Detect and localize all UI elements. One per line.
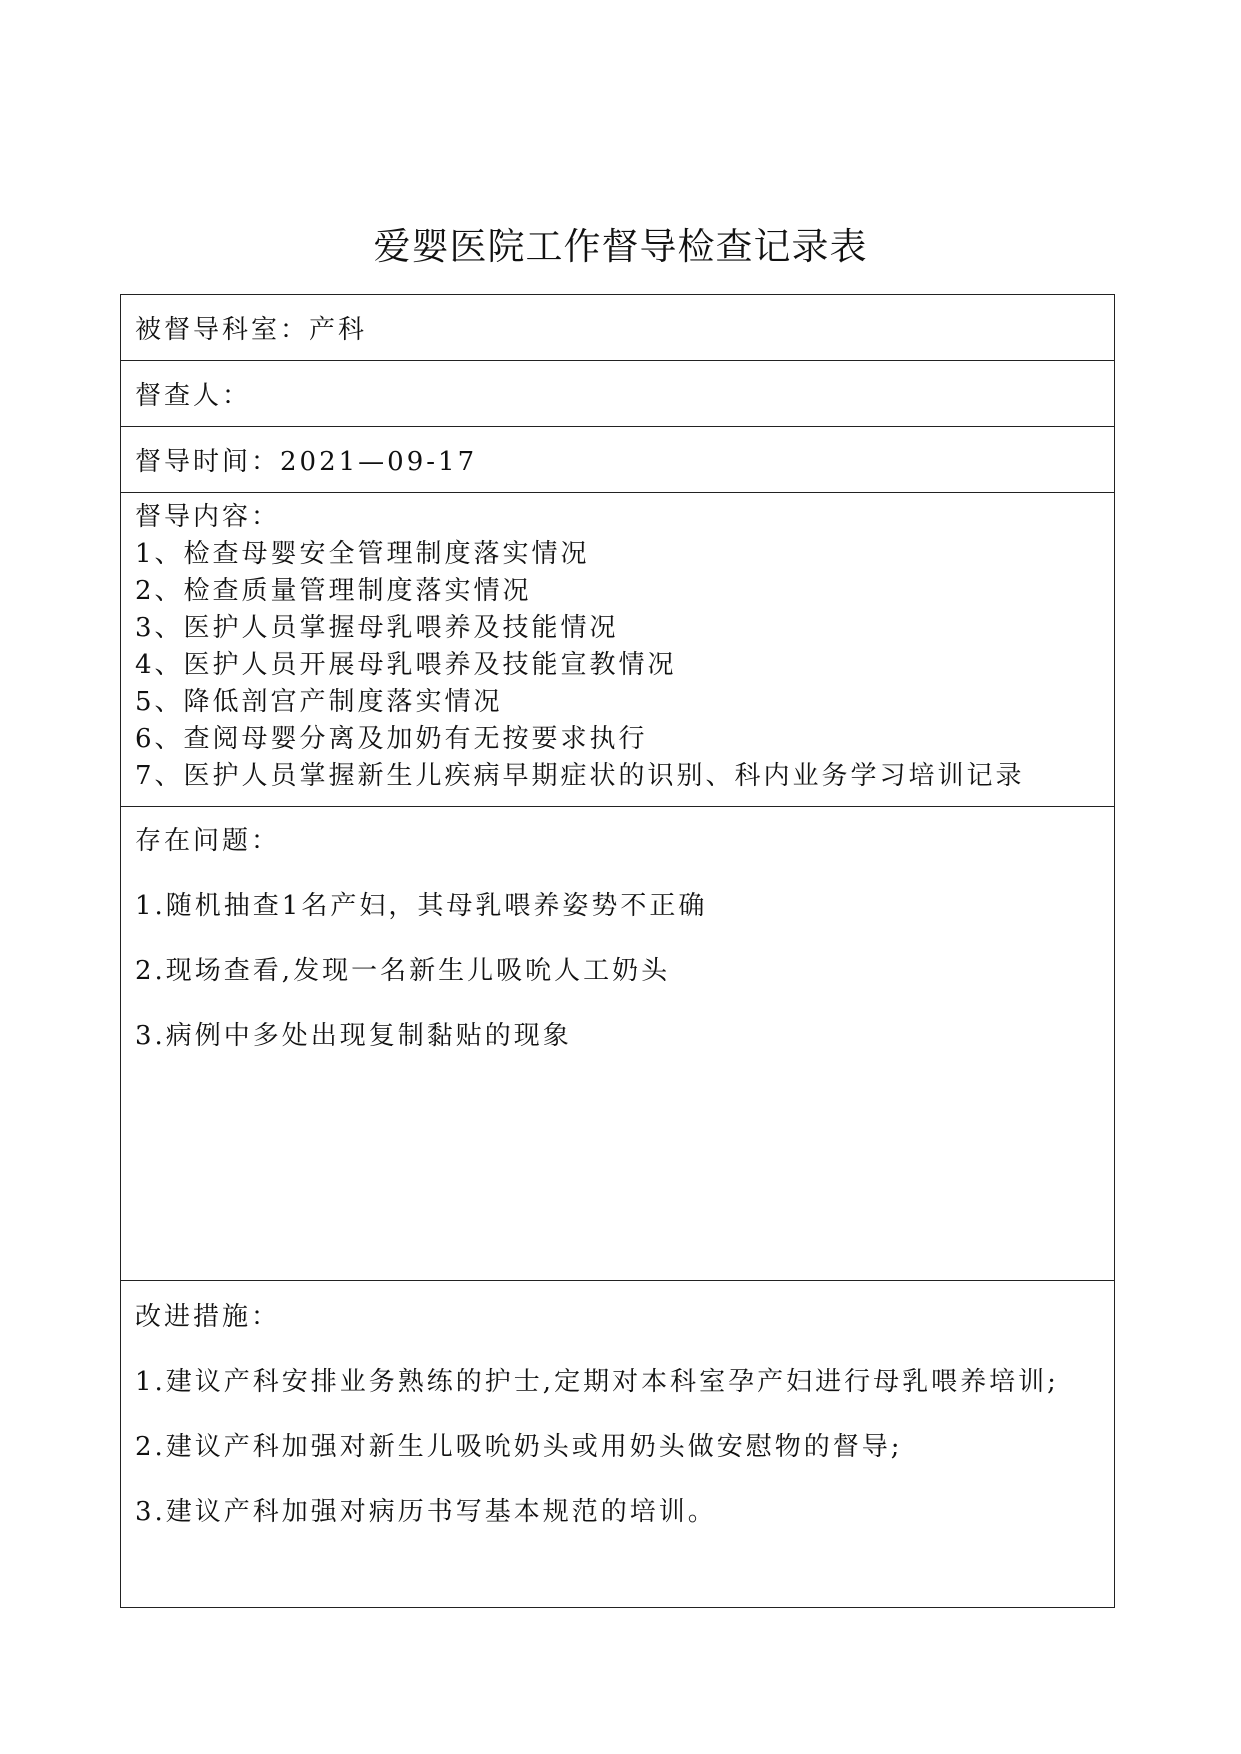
- problems-section: [121, 807, 1114, 1281]
- content-label: 督导内容：: [135, 502, 281, 532]
- page-title: 爱婴医院工作督导检查记录表: [373, 225, 868, 268]
- department-row: [121, 295, 1114, 361]
- problems-label: 存在问题：: [135, 826, 281, 856]
- content-item: 2、检查质量管理制度落实情况: [135, 576, 532, 606]
- inspector-field: 督查人：: [135, 381, 252, 411]
- time-field: 督导时间：2021—09-17: [135, 447, 478, 477]
- problem-item: 2.现场查看,发现一名新生儿吸吮人工奶头: [135, 956, 671, 986]
- inspection-record-table: [120, 294, 1115, 1608]
- content-item: 1、检查母婴安全管理制度落实情况: [135, 539, 590, 569]
- measure-item: 1.建议产科安排业务熟练的护士,定期对本科室孕产妇进行母乳喂养培训;: [135, 1367, 1059, 1397]
- measures-label: 改进措施：: [135, 1302, 281, 1332]
- measure-item: 3.建议产科加强对病历书写基本规范的培训。: [135, 1497, 717, 1527]
- content-item: 6、查阅母婴分离及加奶有无按要求执行: [135, 724, 648, 754]
- problem-item: 1.随机抽查1名产妇，其母乳喂养姿势不正确: [135, 891, 708, 921]
- content-item: 3、医护人员掌握母乳喂养及技能情况: [135, 613, 619, 643]
- measure-item: 2.建议产科加强对新生儿吸吮奶头或用奶头做安慰物的督导;: [135, 1432, 903, 1462]
- measures-section: [121, 1281, 1114, 1607]
- content-item: 5、降低剖宫产制度落实情况: [135, 687, 503, 717]
- time-row: [121, 427, 1114, 493]
- content-item: 4、医护人员开展母乳喂养及技能宣教情况: [135, 650, 677, 680]
- department-field: 被督导科室：产科: [135, 315, 368, 345]
- problem-item: 3.病例中多处出现复制黏贴的现象: [135, 1021, 572, 1051]
- content-section: [121, 493, 1114, 807]
- content-item: 7、医护人员掌握新生儿疾病早期症状的识别、科内业务学习培训记录: [135, 761, 1025, 791]
- inspector-row: [121, 361, 1114, 427]
